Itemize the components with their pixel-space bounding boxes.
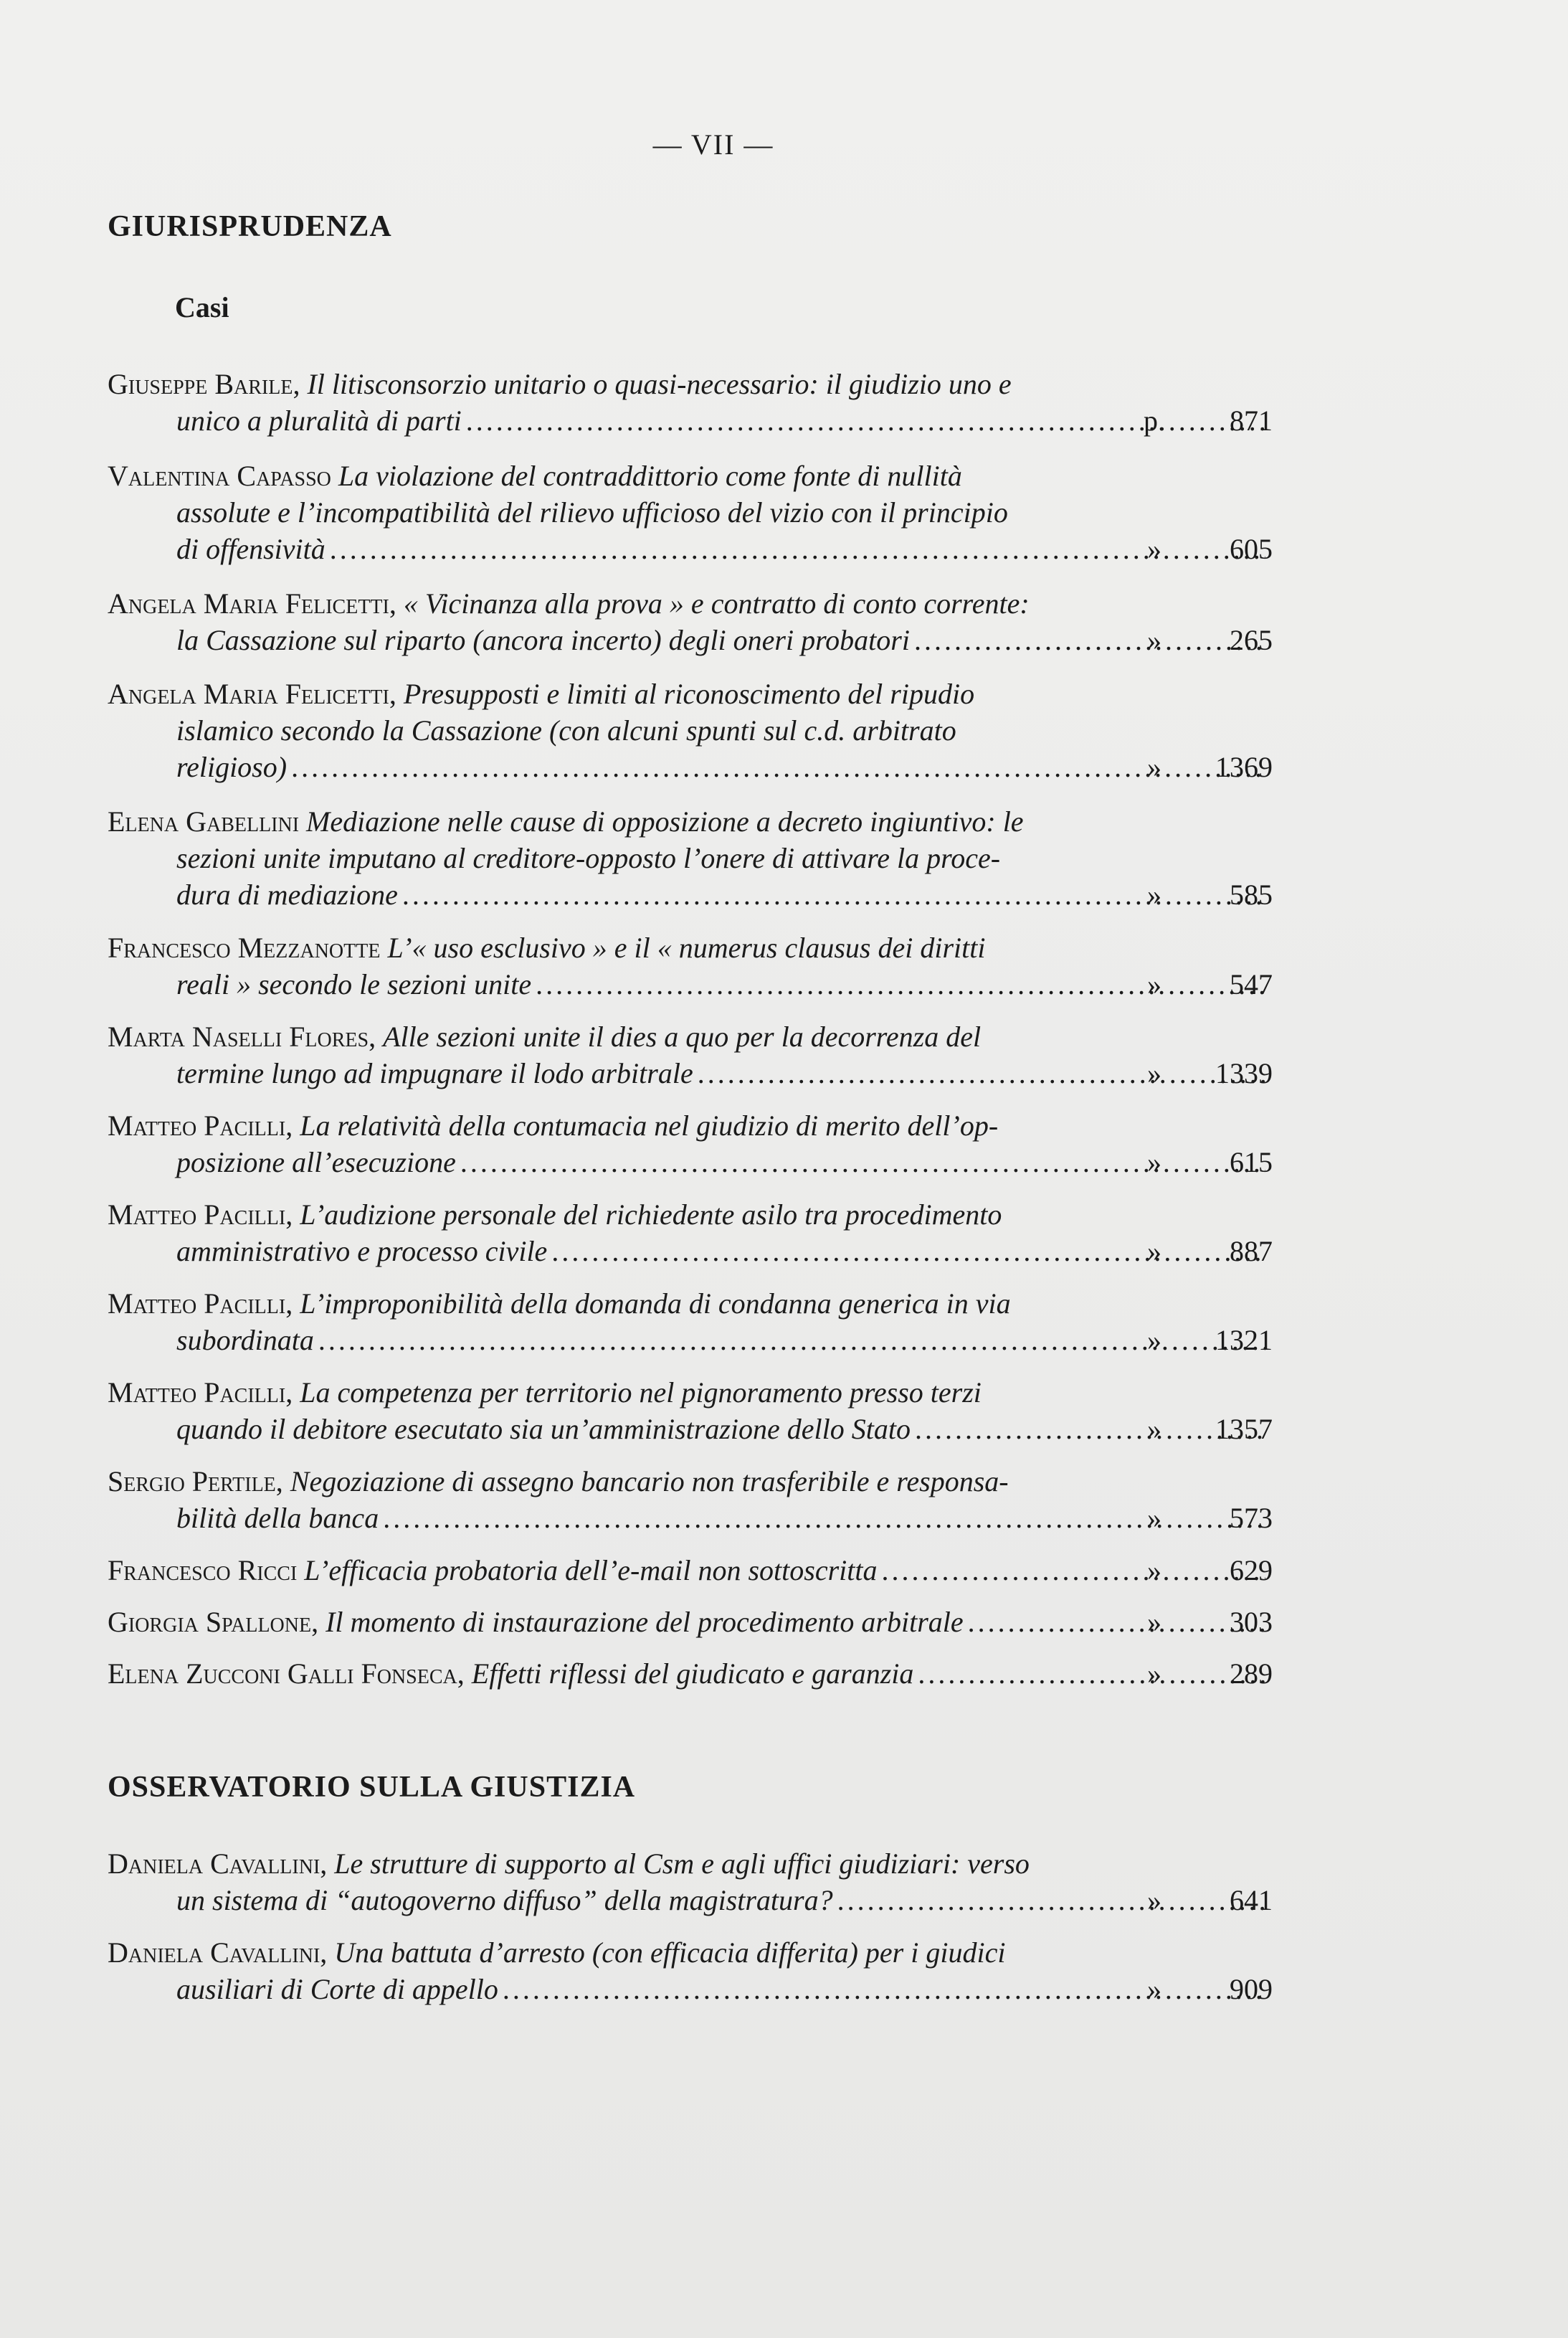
toc-entry-title: L’efficacia probatoria dell’e-mail non sottoscritta (304, 1554, 878, 1586)
toc-entry-line (108, 876, 1265, 913)
toc-entry-title: Il momento di instaurazione del procedimento arbitrale (326, 1606, 964, 1638)
toc-entry-line (108, 494, 1265, 531)
toc-entry-ditto-mark: » (1147, 533, 1161, 565)
toc-entry-line (108, 1018, 1265, 1055)
toc-entry-line (108, 966, 1265, 1003)
toc-entry-title: assolute e l’incompatibilità del rilievo ufficioso del vizio con il principio (176, 496, 1008, 529)
toc-entry (108, 458, 1265, 567)
toc-entry-line (108, 1411, 1265, 1447)
toc-entry-author: Elena Gabellini (108, 805, 300, 838)
toc-entry-title: reali » secondo le sezioni unite (176, 968, 532, 1000)
toc-entry-line (108, 840, 1265, 876)
toc-entry-page-number: 871 (1230, 404, 1273, 437)
toc-entry-line (108, 1604, 1265, 1640)
toc-entry (108, 929, 1265, 1003)
toc-entry-line (108, 366, 1265, 402)
toc-entry-author: Valentina Capasso (108, 460, 331, 492)
toc-entry (108, 1845, 1265, 1918)
toc-entry-ditto-mark: » (1147, 1657, 1161, 1690)
toc-entry-page-number: 909 (1230, 1973, 1273, 2005)
toc-entry-ditto-mark: » (1147, 1146, 1161, 1178)
toc-entry-line (108, 1233, 1265, 1269)
toc-entry-title: posizione all’esecuzione (176, 1146, 456, 1178)
toc-entry-title: L’« uso esclusivo » e il « numerus clausus dei diritti (387, 932, 986, 964)
toc-entry-ditto-mark: » (1147, 1235, 1161, 1267)
toc-entry-page-number: 1339 (1215, 1057, 1273, 1089)
toc-entry (108, 366, 1265, 439)
toc-entry-line (108, 929, 1265, 966)
toc-entry-author: Francesco Ricci (108, 1554, 298, 1586)
toc-entry-ditto-mark: » (1147, 1554, 1161, 1586)
toc-entry-line (108, 1196, 1265, 1233)
toc-entry (108, 585, 1265, 658)
toc-entry (108, 1934, 1265, 2007)
toc-entry (108, 1285, 1265, 1358)
dot-leader (330, 531, 1265, 567)
toc-entry-title: quando il debitore esecutato sia un’amministrazione dello Stato (176, 1413, 911, 1445)
toc-entry-title: Alle sezioni unite il dies a quo per la decorrenza del (383, 1021, 982, 1053)
toc-entry-author: Matteo Pacilli, (108, 1109, 293, 1142)
toc-entry-ditto-mark: » (1147, 751, 1161, 783)
toc-entry-line (108, 1552, 1265, 1589)
toc-entry-line (108, 1655, 1265, 1692)
toc-entry-author: Daniela Cavallini, (108, 1847, 328, 1880)
toc-entry-line (108, 1144, 1265, 1180)
toc-entry-page-number: 573 (1230, 1502, 1273, 1534)
toc-entry-title: La competenza per territorio nel pignoramento presso terzi (300, 1376, 982, 1409)
toc-entry-line (108, 1934, 1265, 1971)
dot-leader (318, 1322, 1265, 1358)
section-title-giurisprudenza: GIURISPRUDENZA (108, 210, 392, 243)
toc-entry-line (108, 803, 1265, 840)
toc-entry-line (108, 1055, 1265, 1092)
toc-entry-title: sezioni unite imputano al creditore-opposto l’onere di attivare la proce- (176, 842, 1001, 874)
toc-entry-ditto-mark: » (1147, 1606, 1161, 1638)
toc-entry-ditto-mark: » (1147, 1973, 1161, 2005)
page-number: — VII — (652, 128, 774, 161)
toc-entry-author: Angela Maria Felicetti, (108, 678, 396, 710)
toc-entry-title: La violazione del contraddittorio come fonte di nullità (338, 460, 962, 492)
toc-entry-line (108, 585, 1265, 622)
toc-entry-page-number: 1321 (1215, 1324, 1273, 1356)
toc-entry-line (108, 1500, 1265, 1536)
toc-entry (108, 676, 1265, 785)
toc-entry-line (108, 402, 1265, 439)
toc-entry-title: L’improponibilità della domanda di condanna generica in via (300, 1287, 1011, 1320)
toc-entry-page-number: 641 (1230, 1884, 1273, 1916)
toc-entry-line (108, 676, 1265, 712)
toc-entry-page-number: 887 (1230, 1235, 1273, 1267)
toc-entry-page-number: 1357 (1215, 1413, 1273, 1445)
toc-entry-author: Daniela Cavallini, (108, 1936, 328, 1969)
toc-entry-title: Presupposti e limiti al riconoscimento del ripudio (403, 678, 975, 710)
toc-entry-title: « Vicinanza alla prova » e contratto di conto corrente: (403, 587, 1030, 620)
toc-entry-author: Marta Naselli Flores, (108, 1021, 376, 1053)
subsection-casi: Casi (175, 291, 229, 323)
toc-entry-ditto-mark: » (1147, 1502, 1161, 1534)
toc-entry-ditto-mark: » (1147, 1413, 1161, 1445)
toc-entry-ditto-mark: » (1147, 1324, 1161, 1356)
toc-entry-title: termine lungo ad impugnare il lodo arbitrale (176, 1057, 693, 1089)
toc-entry (108, 1463, 1265, 1536)
toc-entry-author: Matteo Pacilli, (108, 1287, 293, 1320)
toc-entry-title: Mediazione nelle cause di opposizione a decreto ingiuntivo: le (306, 805, 1024, 838)
toc-entry-line (108, 1285, 1265, 1322)
toc-entry (108, 1552, 1265, 1589)
toc-entry-author: Elena Zucconi Galli Fonseca, (108, 1657, 465, 1690)
toc-entry (108, 803, 1265, 913)
toc-entry-author: Sergio Pertile, (108, 1465, 283, 1497)
section-title-osservatorio: OSSERVATORIO SULLA GIUSTIZIA (108, 1771, 636, 1804)
toc-entry-title: ausiliari di Corte di appello (176, 1973, 498, 2005)
toc-entry (108, 1196, 1265, 1269)
toc-entry (108, 1018, 1265, 1092)
toc-entry-ditto-mark: » (1147, 624, 1161, 656)
toc-entry-title: Negoziazione di assegno bancario non trasferibile e responsa- (290, 1465, 1009, 1497)
toc-entry-author: Matteo Pacilli, (108, 1376, 293, 1409)
toc-entry-line (108, 622, 1265, 658)
toc-entry-page-number: 629 (1230, 1554, 1273, 1586)
toc-entry (108, 1107, 1265, 1180)
toc-entry-line (108, 458, 1265, 494)
toc-entry-title: la Cassazione sul riparto (ancora incerto) degli oneri probatori (176, 624, 910, 656)
toc-entry-author: Giorgia Spallone, (108, 1606, 319, 1638)
toc-entry-title: unico a pluralità di parti (176, 404, 462, 437)
toc-entry-title: Una battuta d’arresto (con efficacia differita) per i giudici (334, 1936, 1006, 1969)
toc-entry-title: un sistema di “autogoverno diffuso” della magistratura? (176, 1884, 833, 1916)
toc-entry-line (108, 1374, 1265, 1411)
toc-entry-line (108, 1971, 1265, 2007)
toc-entry-ditto-mark: » (1147, 1057, 1161, 1089)
toc-entry-author: Giuseppe Barile, (108, 368, 300, 400)
toc-entry-title: bilità della banca (176, 1502, 379, 1534)
toc-entry-ditto-mark: » (1147, 879, 1161, 911)
toc-entry-title: di offensività (176, 533, 326, 565)
toc-entry-line (108, 1463, 1265, 1500)
toc-entry-page-number: 605 (1230, 533, 1273, 565)
toc-entry-title: La relatività della contumacia nel giudizio di merito dell’op- (300, 1109, 999, 1142)
toc-entry-ditto-mark: p. (1144, 404, 1165, 437)
toc-entry-line (108, 1107, 1265, 1144)
toc-entry-line (108, 1882, 1265, 1918)
dot-leader (291, 749, 1265, 785)
toc-entry-page-number: 265 (1230, 624, 1273, 656)
toc-entry (108, 1655, 1265, 1692)
toc-entry (108, 1604, 1265, 1640)
toc-entry-ditto-mark: » (1147, 968, 1161, 1000)
toc-entry-line (108, 1845, 1265, 1882)
toc-entry-title: Il litisconsorzio unitario o quasi-necessario: il giudizio uno e (307, 368, 1012, 400)
toc-entry-title: islamico secondo la Cassazione (con alcuni spunti sul c.d. arbitrato (176, 714, 956, 747)
toc-entry-author: Francesco Mezzanotte (108, 932, 381, 964)
toc-entry-line (108, 712, 1265, 749)
toc-entry-title: religioso) (176, 751, 288, 783)
toc-entry-line (108, 749, 1265, 785)
toc-entry-line (108, 531, 1265, 567)
toc-entry-line (108, 1322, 1265, 1358)
toc-entry-title: dura di mediazione (176, 879, 398, 911)
toc-entry-page-number: 1369 (1215, 751, 1273, 783)
toc-entry-title: Effetti riflessi del giudicato e garanzia (471, 1657, 914, 1690)
toc-entry-page-number: 615 (1230, 1146, 1273, 1178)
toc-entry-title: subordinata (176, 1324, 314, 1356)
toc-entry (108, 1374, 1265, 1447)
toc-entry-ditto-mark: » (1147, 1884, 1161, 1916)
toc-entry-title: Le strutture di supporto al Csm e agli uffici giudiziari: verso (334, 1847, 1030, 1880)
toc-entry-page-number: 289 (1230, 1657, 1273, 1690)
toc-entry-author: Angela Maria Felicetti, (108, 587, 396, 620)
toc-entry-author: Matteo Pacilli, (108, 1198, 293, 1231)
toc-entry-page-number: 585 (1230, 879, 1273, 911)
toc-entry-title: L’audizione personale del richiedente asilo tra procedimento (300, 1198, 1002, 1231)
toc-entry-page-number: 303 (1230, 1606, 1273, 1638)
toc-entry-page-number: 547 (1230, 968, 1273, 1000)
toc-entry-title: amministrativo e processo civile (176, 1235, 548, 1267)
